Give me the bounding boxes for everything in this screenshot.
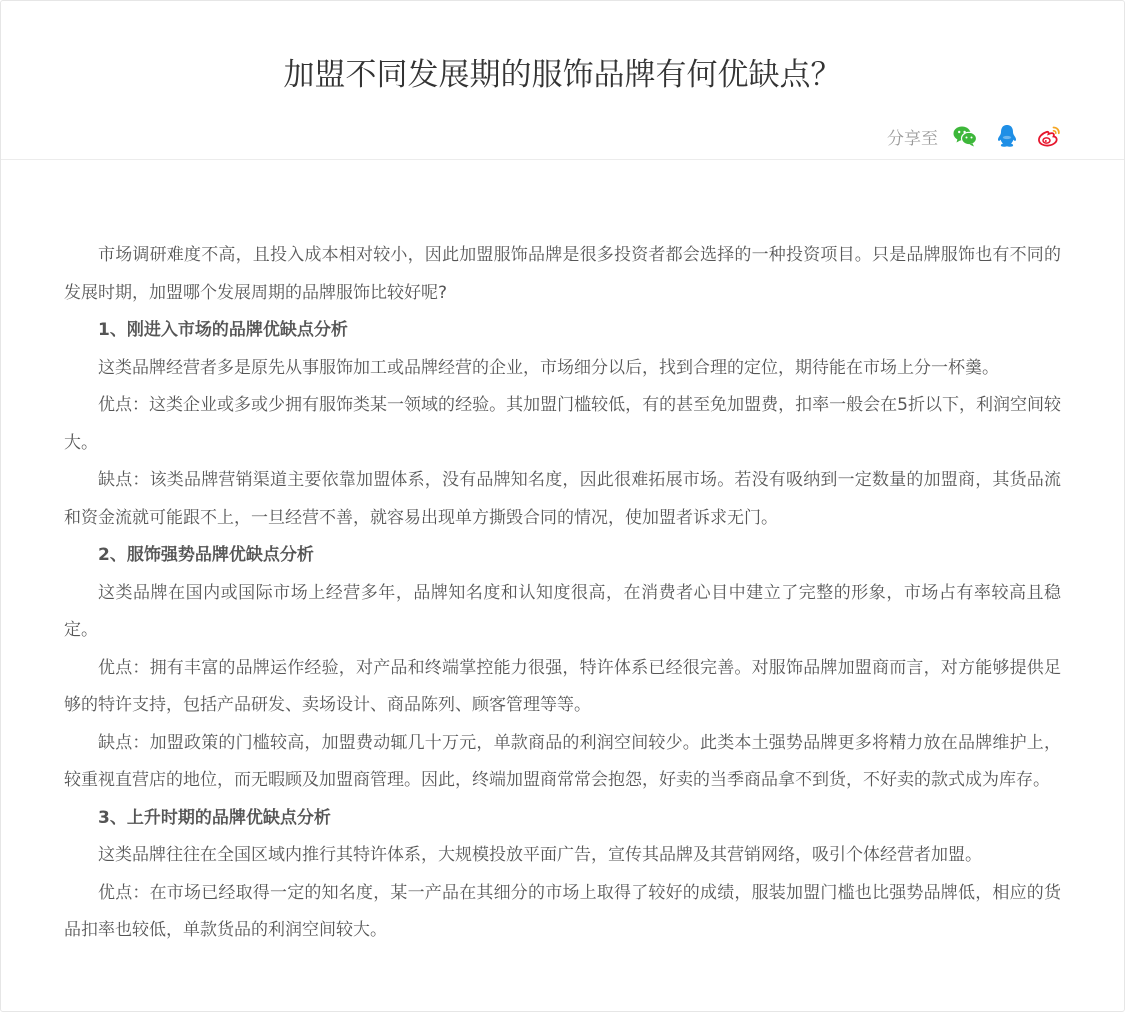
article-body xyxy=(64,237,1061,950)
paragraph: 缺点：该类品牌营销渠道主要依靠加盟体系，没有品牌知名度，因此很难拓展市场。若没有吸纳到一定数量的加盟商，其货品流和资金流就可能跟不上，一旦经营不善，就容易出现单方撕毁合同的情况，使加盟者诉求无门。 xyxy=(64,470,1061,528)
share-label: 分享至 xyxy=(887,128,938,149)
weibo-icon[interactable] xyxy=(1036,123,1062,149)
page-title: 加盟不同发展期的服饰品牌有何优缺点？ xyxy=(283,57,842,93)
section-heading-1: 1、刚进入市场的品牌优缺点分析 xyxy=(98,320,348,340)
paragraph: 这类品牌经营者多是原先从事服饰加工或品牌经营的企业，市场细分以后，找到合理的定位，期待能在市场上分一杯羹。 xyxy=(98,357,999,378)
paragraph: 缺点：加盟政策的门槛较高，加盟费动辄几十万元，单款商品的利润空间较少。此类本土强势品牌更多将精力放在品牌维护上，较重视直营店的地位，而无暇顾及加盟商管理。因此，终端加盟商常常会抱怨，好卖的当季商品拿不到货，不好卖的款式成为库存。 xyxy=(64,732,1061,790)
share-bar xyxy=(887,121,1062,151)
paragraph: 这类品牌往往在全国区域内推行其特许体系，大规模投放平面广告，宣传其品牌及其营销网络，吸引个体经营者加盟。 xyxy=(98,845,982,865)
section-heading-3: 3、上升时期的品牌优缺点分析 xyxy=(98,807,331,828)
qq-icon[interactable] xyxy=(994,123,1020,149)
paragraph: 优点：这类企业或多或少拥有服饰类某一领域的经验。其加盟门槛较低，有的甚至免加盟费，扣率一般会在5折以下，利润空间较大。 xyxy=(64,395,1061,453)
article-header xyxy=(1,1,1124,160)
wechat-icon[interactable] xyxy=(952,123,978,149)
paragraph: 这类品牌在国内或国际市场上经营多年，品牌知名度和认知度很高，在消费者心目中建立了完整的形象，市场占有率较高且稳定。 xyxy=(64,582,1061,640)
paragraph: 优点：在市场已经取得一定的知名度，某一产品在其细分的市场上取得了较好的成绩，服装加盟门槛也比强势品牌低，相应的货品扣率也较低，单款货品的利润空间较大。 xyxy=(64,882,1061,940)
paragraph: 优点：拥有丰富的品牌运作经验，对产品和终端掌控能力很强，特许体系已经很完善。对服饰品牌加盟商而言，对方能够提供足够的特许支持，包括产品研发、卖场设计、商品陈列、顾客管理等等。 xyxy=(64,657,1061,715)
section-heading-2: 2、服饰强势品牌优缺点分析 xyxy=(98,545,314,565)
paragraph-intro: 市场调研难度不高，且投入成本相对较小，因此加盟服饰品牌是很多投资者都会选择的一种投资项目。只是品牌服饰也有不同的发展时期，加盟哪个发展周期的品牌服饰比较好呢? xyxy=(64,245,1061,303)
